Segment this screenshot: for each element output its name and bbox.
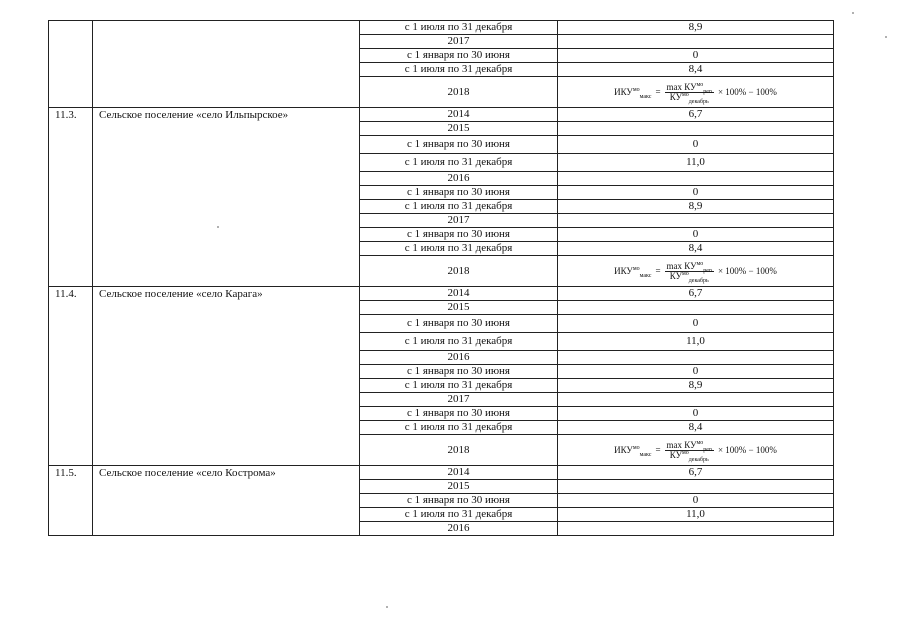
- period-cell: с 1 января по 30 июня: [360, 228, 558, 242]
- value-cell: 6,7: [558, 466, 834, 480]
- period-row: [49, 21, 834, 35]
- value-cell: 0: [558, 49, 834, 63]
- settlement-name-cell: [93, 21, 360, 108]
- value-cell: 0: [558, 407, 834, 421]
- value-cell: 8,9: [558, 200, 834, 214]
- period-row: [49, 108, 834, 122]
- period-cell: с 1 июля по 31 декабря: [360, 333, 558, 351]
- value-cell: 11,0: [558, 154, 834, 172]
- formula-lhs: $ИКУ^{мо}_{макс}$: [614, 265, 652, 279]
- period-cell: 2016: [360, 351, 558, 365]
- period-cell: с 1 июля по 31 декабря: [360, 421, 558, 435]
- period-cell: с 1 июля по 31 декабря: [360, 154, 558, 172]
- formula-cell: [558, 435, 834, 466]
- period-cell: с 1 июля по 31 декабря: [360, 508, 558, 522]
- settlement-name-cell: Сельское поселение «село Карага»: [93, 287, 360, 466]
- value-cell: 6,7: [558, 108, 834, 122]
- period-cell: 2017: [360, 393, 558, 407]
- period-cell: с 1 января по 30 июня: [360, 407, 558, 421]
- period-cell: с 1 июля по 31 декабря: [360, 379, 558, 393]
- value-cell: 0: [558, 494, 834, 508]
- formula-fraction: [665, 81, 714, 105]
- item-number-cell: 11.4.: [49, 287, 93, 466]
- period-cell: с 1 июля по 31 декабря: [360, 242, 558, 256]
- formula-tail: × 100% − 100%: [717, 86, 777, 97]
- tariff-table: [48, 20, 834, 536]
- scan-speck: [386, 606, 388, 608]
- period-cell: 2018: [360, 256, 558, 287]
- formula-denominator: $КУ^{мо}_{декабрь}$: [669, 270, 709, 284]
- period-cell: 2014: [360, 466, 558, 480]
- value-cell: 0: [558, 136, 834, 154]
- formula-denominator: $КУ^{мо}_{декабрь}$: [669, 449, 709, 463]
- value-cell: [558, 35, 834, 49]
- value-cell: [558, 480, 834, 494]
- value-cell: [558, 214, 834, 228]
- period-cell: 2016: [360, 522, 558, 536]
- value-cell: 11,0: [558, 333, 834, 351]
- formula-lhs: $ИКУ^{мо}_{макс}$: [614, 86, 652, 100]
- value-cell: 0: [558, 228, 834, 242]
- value-cell: 0: [558, 365, 834, 379]
- value-cell: 8,9: [558, 21, 834, 35]
- period-cell: 2016: [360, 172, 558, 186]
- formula-equals: =: [655, 265, 661, 276]
- formula-fraction: [665, 439, 714, 463]
- item-number-cell: [49, 21, 93, 108]
- period-cell: 2018: [360, 77, 558, 108]
- item-number-cell: 11.5.: [49, 466, 93, 536]
- period-cell: с 1 января по 30 июня: [360, 494, 558, 508]
- period-cell: 2017: [360, 35, 558, 49]
- value-cell: [558, 522, 834, 536]
- formula-fraction: [665, 260, 714, 284]
- settlement-name-cell: Сельское поселение «село Ильпырское»: [93, 108, 360, 287]
- growth-formula: [614, 439, 777, 463]
- period-cell: с 1 января по 30 июня: [360, 186, 558, 200]
- settlement-name-cell: Сельское поселение «село Кострома»: [93, 466, 360, 536]
- scan-speck: [217, 226, 219, 228]
- period-cell: с 1 января по 30 июня: [360, 136, 558, 154]
- period-cell: с 1 июля по 31 декабря: [360, 63, 558, 77]
- formula-equals: =: [655, 444, 661, 455]
- formula-numerator: $\max КУ^{мо}_{pen}$: [666, 439, 712, 453]
- value-cell: 6,7: [558, 287, 834, 301]
- period-cell: с 1 января по 30 июня: [360, 49, 558, 63]
- growth-formula: [614, 81, 777, 105]
- formula-tail: × 100% − 100%: [717, 444, 777, 455]
- formula-tail: × 100% − 100%: [717, 265, 777, 276]
- value-cell: 8,4: [558, 63, 834, 77]
- formula-numerator: $\max КУ^{мо}_{pen}$: [666, 81, 712, 95]
- formula-cell: [558, 256, 834, 287]
- period-cell: 2015: [360, 122, 558, 136]
- value-cell: 0: [558, 315, 834, 333]
- value-cell: [558, 393, 834, 407]
- period-row: [49, 466, 834, 480]
- formula-denominator: $КУ^{мо}_{декабрь}$: [669, 91, 709, 105]
- formula-numerator: $\max КУ^{мо}_{pen}$: [666, 260, 712, 274]
- value-cell: [558, 351, 834, 365]
- formula-lhs: $ИКУ^{мо}_{макс}$: [614, 444, 652, 458]
- period-cell: с 1 января по 30 июня: [360, 365, 558, 379]
- period-cell: 2015: [360, 480, 558, 494]
- period-cell: с 1 июля по 31 декабря: [360, 200, 558, 214]
- scan-speck: [885, 36, 887, 38]
- formula-cell: [558, 77, 834, 108]
- period-cell: с 1 июля по 31 декабря: [360, 21, 558, 35]
- period-cell: 2017: [360, 214, 558, 228]
- growth-formula: [614, 260, 777, 284]
- period-cell: 2014: [360, 287, 558, 301]
- formula-equals: =: [655, 86, 661, 97]
- value-cell: [558, 301, 834, 315]
- period-row: [49, 287, 834, 301]
- period-cell: 2015: [360, 301, 558, 315]
- value-cell: [558, 122, 834, 136]
- scan-speck: [852, 12, 854, 14]
- period-cell: с 1 января по 30 июня: [360, 315, 558, 333]
- tariff-table-body: [49, 21, 834, 536]
- value-cell: 8,4: [558, 242, 834, 256]
- period-cell: 2014: [360, 108, 558, 122]
- value-cell: 8,9: [558, 379, 834, 393]
- value-cell: 0: [558, 186, 834, 200]
- item-number-cell: 11.3.: [49, 108, 93, 287]
- period-cell: 2018: [360, 435, 558, 466]
- value-cell: 11,0: [558, 508, 834, 522]
- value-cell: [558, 172, 834, 186]
- value-cell: 8,4: [558, 421, 834, 435]
